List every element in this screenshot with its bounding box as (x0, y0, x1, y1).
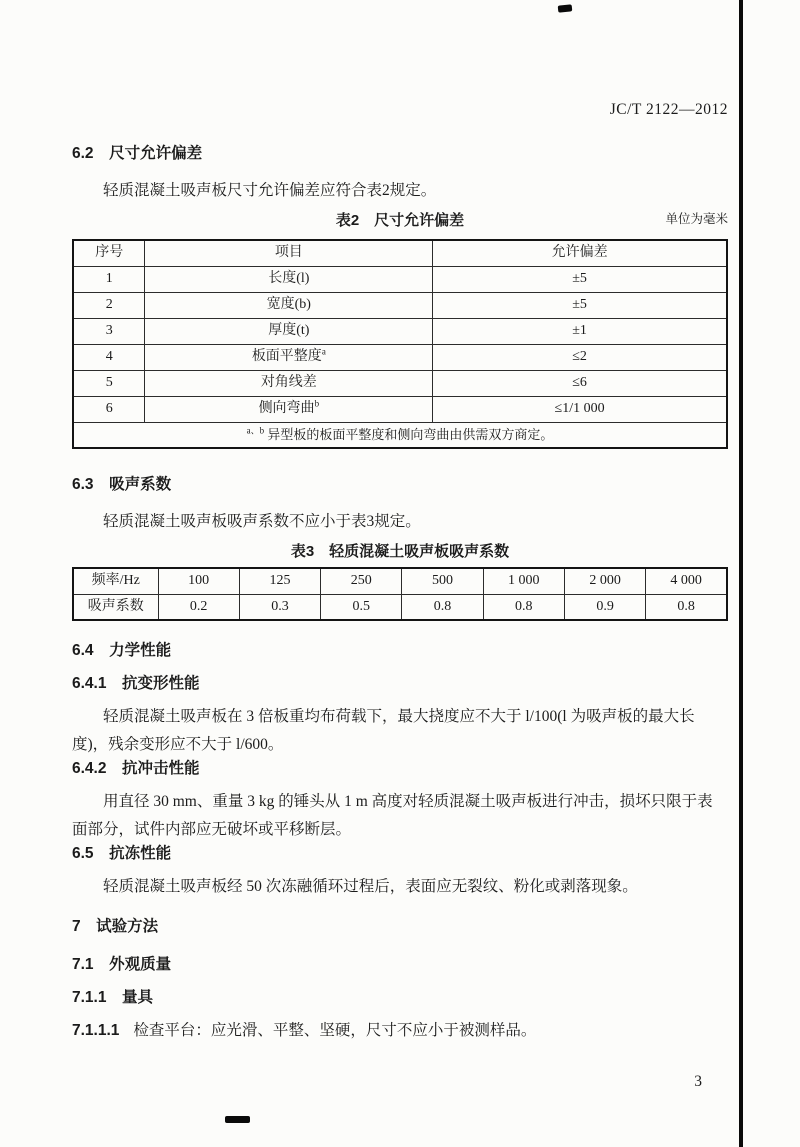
clause-title: 抗冲击性能 (121, 760, 200, 777)
cell-frequency: 500 (402, 568, 483, 594)
table3-caption: 表3 轻质混凝土吸声板吸声系数 (290, 543, 510, 560)
scan-artifact-spine-line (739, 0, 743, 1147)
cell-frequency: 1 000 (483, 568, 564, 594)
cell-coefficient: 0.5 (321, 594, 402, 620)
doc-number: JC/T 2122—2012 (609, 101, 728, 118)
cell-no: 5 (73, 370, 145, 396)
table2-wrap (72, 239, 728, 449)
clause-number: 6.4 (72, 642, 94, 659)
scan-artifact-top-mark (558, 4, 573, 12)
clause-6-4 (72, 641, 728, 661)
table2-header-cell: 项目 (145, 240, 433, 266)
table2-header-cell: 允许偏差 (433, 240, 727, 266)
table2-row (73, 370, 727, 396)
cell-item (145, 292, 433, 318)
footnote-marker: a、b (246, 425, 265, 436)
table2 (72, 239, 728, 449)
cell-deviation: ±5 (433, 266, 727, 292)
cell-coefficient: 0.2 (158, 594, 239, 620)
clause-6-4-2 (72, 759, 728, 779)
clause-number: 7.1.1.1 (72, 1022, 120, 1039)
cell-item (145, 266, 433, 292)
item-text: 板面平整度 (251, 349, 322, 364)
clause-title: 尺寸允许偏差 (109, 145, 203, 162)
cell-item (145, 344, 433, 370)
clause-text: 检查平台：应光滑、平整、坚硬，尺寸不应小于被测样品。 (133, 1022, 537, 1039)
table2-row (73, 318, 727, 344)
table3 (72, 567, 728, 621)
table2-unit-note: 单位为毫米 (665, 212, 728, 226)
cell-frequency: 250 (321, 568, 402, 594)
table2-header-cell: 序号 (73, 240, 145, 266)
cell-item (145, 370, 433, 396)
item-text: 宽度(b) (266, 297, 311, 312)
cell-frequency: 2 000 (564, 568, 645, 594)
clause-number: 7.1.1 (72, 989, 107, 1006)
clause-number: 7.1 (72, 956, 94, 973)
cell-deviation: ≤2 (433, 344, 727, 370)
clause-number: 6.5 (72, 845, 94, 862)
clause-7 (72, 917, 728, 937)
table2-header-row (73, 240, 727, 266)
cell-deviation: ±1 (433, 318, 727, 344)
paragraph-6-5: 轻质混凝土吸声板经 50 次冻融循环过程后，表面应无裂纹、粉化或剥落现象。 (103, 878, 638, 895)
cell-no: 6 (73, 396, 145, 422)
cell-no: 3 (73, 318, 145, 344)
item-text: 侧向弯曲 (258, 401, 315, 416)
table2-row (73, 292, 727, 318)
paragraph-6-4-1: 轻质混凝土吸声板在 3 倍板重均布荷载下，最大挠度应不大于 l/100(l 为吸声板的最大长度)，残余变形应不大于 l/600。 (72, 708, 695, 753)
clause-title: 抗冻性能 (109, 845, 172, 862)
clause-title: 吸声系数 (109, 476, 172, 493)
clause-title: 外观质量 (109, 956, 172, 973)
clause-6-2 (72, 144, 728, 164)
table3-caption-row (72, 542, 728, 562)
table2-caption: 表2 尺寸允许偏差 (335, 212, 465, 229)
cell-deviation: ≤6 (433, 370, 727, 396)
cell-item (145, 396, 433, 422)
table2-footnote-row (73, 422, 727, 448)
clause-number: 6.2 (72, 145, 94, 162)
clause-6-4-1 (72, 674, 728, 694)
table2-row (73, 266, 727, 292)
cell-item (145, 318, 433, 344)
clause-7-1-1-1 (72, 1021, 728, 1041)
clause-number: 6.3 (72, 476, 94, 493)
table2-row (73, 344, 727, 370)
item-text: 对角线差 (260, 375, 317, 390)
item-text: 长度(l) (268, 271, 310, 286)
clause-number: 6.4.2 (72, 760, 107, 777)
cell-deviation: ±5 (433, 292, 727, 318)
footnote-text: 异型板的板面平整度和侧向弯曲由供需双方商定。 (267, 426, 554, 442)
clause-6-5 (72, 844, 728, 864)
paragraph-6-2: 轻质混凝土吸声板尺寸允许偏差应符合表2规定。 (103, 182, 437, 199)
clause-title: 试验方法 (96, 918, 159, 935)
scan-artifact-bottom-mark (225, 1116, 250, 1123)
cell-coefficient: 0.8 (646, 594, 727, 620)
cell-coefficient: 0.3 (239, 594, 320, 620)
clause-title: 量具 (121, 989, 153, 1006)
clause-7-1-1 (72, 988, 728, 1008)
clause-title: 力学性能 (109, 642, 172, 659)
cell-no: 4 (73, 344, 145, 370)
item-superscript: a (321, 346, 326, 357)
cell-coefficient: 0.8 (402, 594, 483, 620)
cell-coefficient: 0.8 (483, 594, 564, 620)
cell-frequency: 125 (239, 568, 320, 594)
table2-footnote (73, 422, 727, 448)
table3-frequency-row (73, 568, 727, 594)
cell-no: 1 (73, 266, 145, 292)
item-superscript: b (314, 398, 320, 409)
cell-coefficient-label: 吸声系数 (73, 594, 158, 620)
table3-coefficient-row (73, 594, 727, 620)
table3-wrap (72, 567, 728, 621)
cell-coefficient: 0.9 (564, 594, 645, 620)
cell-no: 2 (73, 292, 145, 318)
clause-title: 抗变形性能 (121, 675, 200, 692)
paragraph-6-4-2: 用直径 30 mm、重量 3 kg 的锤头从 1 m 高度对轻质混凝土吸声板进行冲击，损坏只限于表面部分，试件内部应无破坏或平移断层。 (72, 793, 713, 838)
cell-frequency-label: 频率/Hz (73, 568, 158, 594)
table2-caption-row (72, 211, 728, 231)
clause-number: 6.4.1 (72, 675, 107, 692)
cell-frequency: 100 (158, 568, 239, 594)
clause-number: 7 (72, 918, 81, 935)
clause-6-3 (72, 475, 728, 495)
cell-frequency: 4 000 (646, 568, 727, 594)
clause-7-1 (72, 955, 728, 975)
item-text: 厚度(t) (268, 323, 310, 338)
table2-row (73, 396, 727, 422)
cell-deviation: ≤1/1 000 (433, 396, 727, 422)
paragraph-6-3: 轻质混凝土吸声板吸声系数不应小于表3规定。 (103, 513, 421, 530)
page-number: 3 (694, 1073, 702, 1090)
